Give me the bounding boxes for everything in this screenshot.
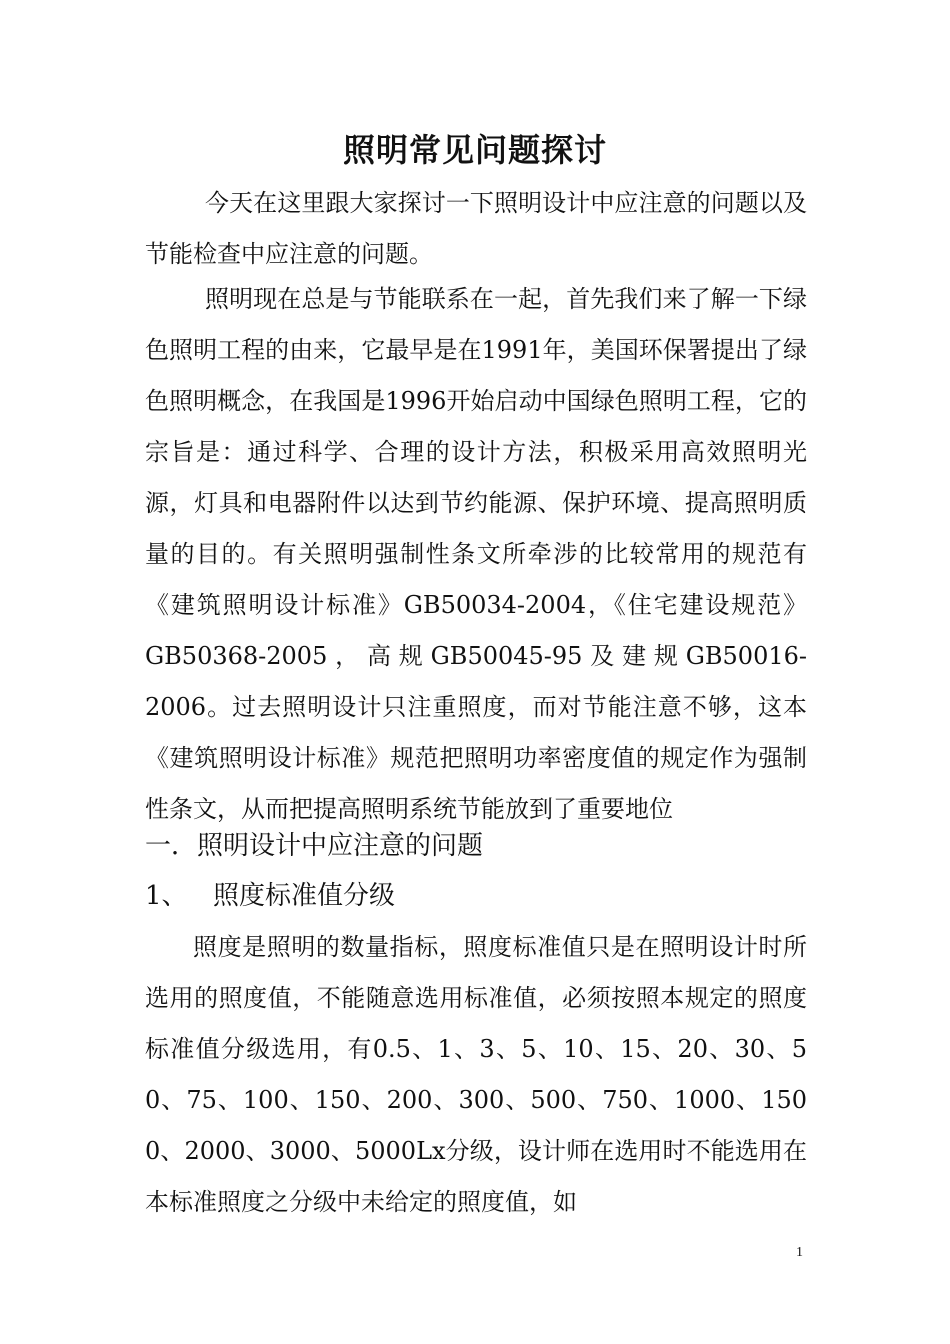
document-title: 照明常见问题探讨 — [342, 131, 607, 169]
subsection-title: 照度标准值分级 — [213, 881, 396, 911]
illuminance-paragraph: 照度是照明的数量指标，照度标准值只是在照明设计时所选用的照度值，不能随意选用标准值，必须按照本规定的照度标准值分级选用，有0.5、1、3、5、10、15、20、30、50、75、100、150、200、300、500、750、1000、1500、2000、3000、5000Lx分级，设计师在选用时不能选用在本标准照度之分级中未给定的照度值，如 — [145, 933, 807, 1216]
section-heading: 一．照明设计中应注意的问题 — [145, 831, 484, 861]
subsection-number: 1、 — [145, 881, 188, 911]
page-number: 1 — [796, 1245, 803, 1260]
background-paragraph: 照明现在总是与节能联系在一起，首先我们来了解一下绿色照明工程的由来，它最早是在1991年，美国环保署提出了绿色照明概念，在我国是1996开始启动中国绿色照明工程，它的宗旨是：通过科学、合理的设计方法，积极采用高效照明光源，灯具和电器附件以达到节约能源、保护环境、提高照明质量的目的。有关照明强制性条文所牵涉的比较常用的规范有《建筑照明设计标准》GB50034-2004，《住宅建设规范》GB50368-2005，高规GB50045-95及建规GB50016-2006。过去照明设计只注重照度，而对节能注意不够，这本《建筑照明设计标准》规范把照明功率密度值的规定作为强制性条文，从而把提高照明系统节能放到了重要地位 — [145, 285, 807, 823]
intro-paragraph: 今天在这里跟大家探讨一下照明设计中应注意的问题以及节能检查中应注意的问题。 — [145, 189, 807, 268]
subsection-heading — [145, 872, 395, 920]
